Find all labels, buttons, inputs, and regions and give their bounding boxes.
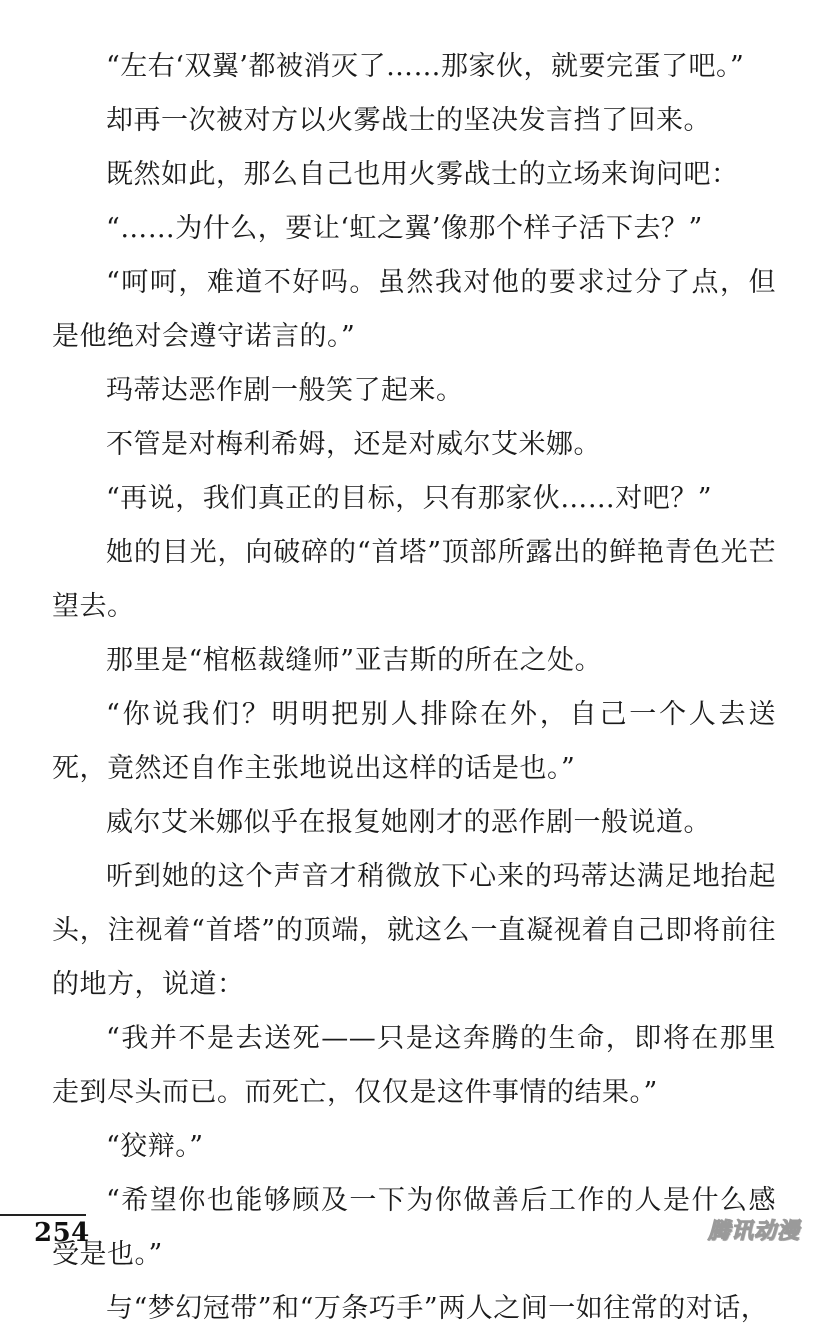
paragraph: “狡辩。” bbox=[106, 1131, 204, 1162]
paragraph: 既然如此，那么自己也用火雾战士的立场来询问吧： bbox=[106, 159, 739, 190]
paragraph: 威尔艾米娜似乎在报复她刚才的恶作剧一般说道。 bbox=[106, 807, 711, 838]
paragraph: “左右‘双翼’都被消灭了……那家伙，就要完蛋了吧。” bbox=[106, 51, 745, 82]
footer-rule bbox=[0, 1214, 86, 1216]
paragraph: “我并不是去送死——只是这奔腾的生命，即将在那里走到尽头而已。而死亡，仅仅是这件事情的结果。” bbox=[52, 1023, 776, 1108]
paragraph: 不管是对梅利希姆，还是对威尔艾米娜。 bbox=[106, 429, 601, 460]
paragraph: “再说，我们真正的目标，只有那家伙……对吧？” bbox=[106, 483, 713, 514]
paragraph: 却再一次被对方以火雾战士的坚决发言挡了回来。 bbox=[106, 105, 711, 136]
page-number: 254 bbox=[34, 1218, 90, 1248]
paragraph: “呵呵，难道不好吗。虽然我对他的要求过分了点，但是他绝对会遵守诺言的。” bbox=[52, 267, 776, 352]
paragraph: “你说我们？明明把别人排除在外，自己一个人去送死，竟然还自作主张地说出这样的话是也。” bbox=[52, 699, 776, 784]
paragraph: “……为什么，要让‘虹之翼’像那个样子活下去？” bbox=[106, 213, 703, 244]
paragraph: “希望你也能够顾及一下为你做善后工作的人是什么感受是也。” bbox=[52, 1185, 776, 1270]
paragraph: 那里是“棺柩裁缝师”亚吉斯的所在之处。 bbox=[106, 645, 603, 676]
paragraph: 听到她的这个声音才稍微放下心来的玛蒂达满足地抬起头，注视着“首塔”的顶端，就这么一直凝视着自己即将前往的地方，说道： bbox=[52, 861, 776, 1000]
page-body bbox=[52, 40, 776, 1336]
watermark-logo: 腾讯动漫 bbox=[707, 1219, 800, 1244]
paragraph: 玛蒂达恶作剧一般笑了起来。 bbox=[106, 375, 464, 406]
paragraph: 与“梦幻冠带”和“万条巧手”两人之间一如往常的对话， bbox=[106, 1293, 769, 1324]
paragraph: 她的目光，向破碎的“首塔”顶部所露出的鲜艳青色光芒望去。 bbox=[52, 537, 776, 622]
